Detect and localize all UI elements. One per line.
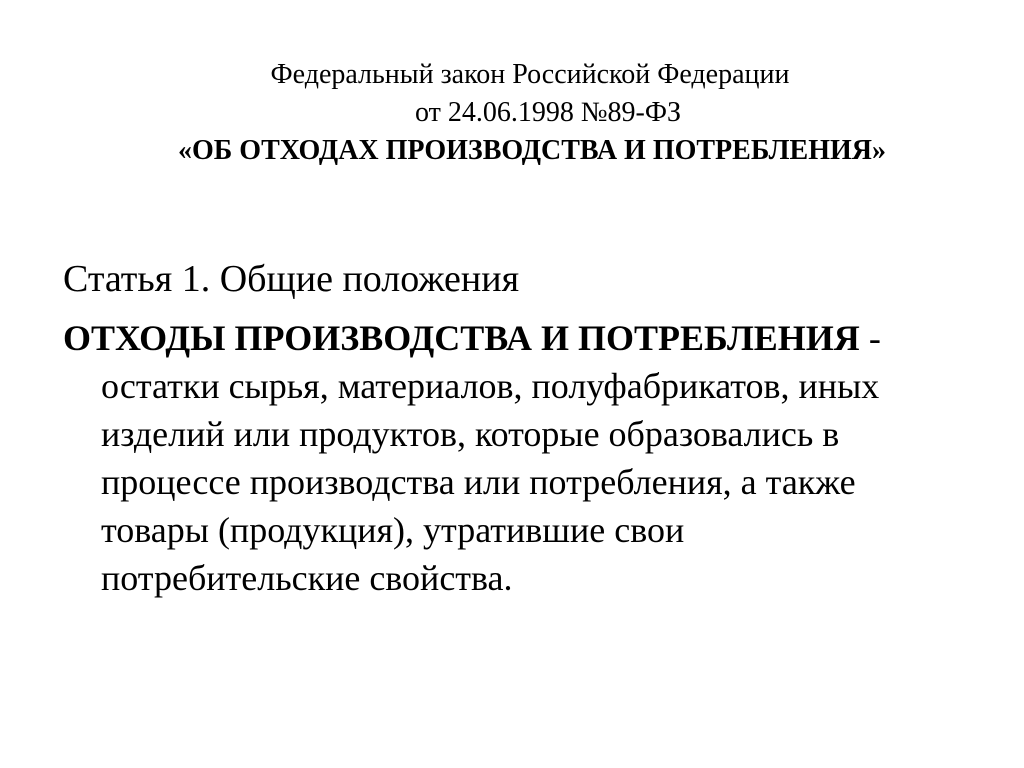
definition-text — [63, 362, 983, 602]
article-heading: Статья 1. Общие положения — [63, 258, 520, 300]
definition-term-line — [63, 314, 983, 362]
law-title-block — [0, 56, 1024, 170]
law-date-number: от 24.06.1998 №89-ФЗ — [414, 97, 682, 128]
definition-line: остатки сырья, материалов, полуфабрикатов, иных — [101, 366, 880, 406]
definition-term: ОТХОДЫ ПРОИЗВОДСТВА И ПОТРЕБЛЕНИЯ — [63, 318, 860, 358]
definition-block — [63, 314, 983, 602]
law-title-line: Федеральный закон Российской Федерации — [270, 59, 790, 90]
definition-line: изделий или продуктов, которые образовались в — [101, 414, 840, 454]
definition-line: потребительские свойства. — [101, 558, 513, 598]
law-name: «ОБ ОТХОДАХ ПРОИЗВОДСТВА И ПОТРЕБЛЕНИЯ» — [178, 135, 886, 166]
definition-line: товары (продукция), утратившие свои — [101, 510, 685, 550]
definition-line: процессе производства или потребления, а также — [101, 462, 856, 502]
definition-dash: - — [859, 318, 881, 358]
